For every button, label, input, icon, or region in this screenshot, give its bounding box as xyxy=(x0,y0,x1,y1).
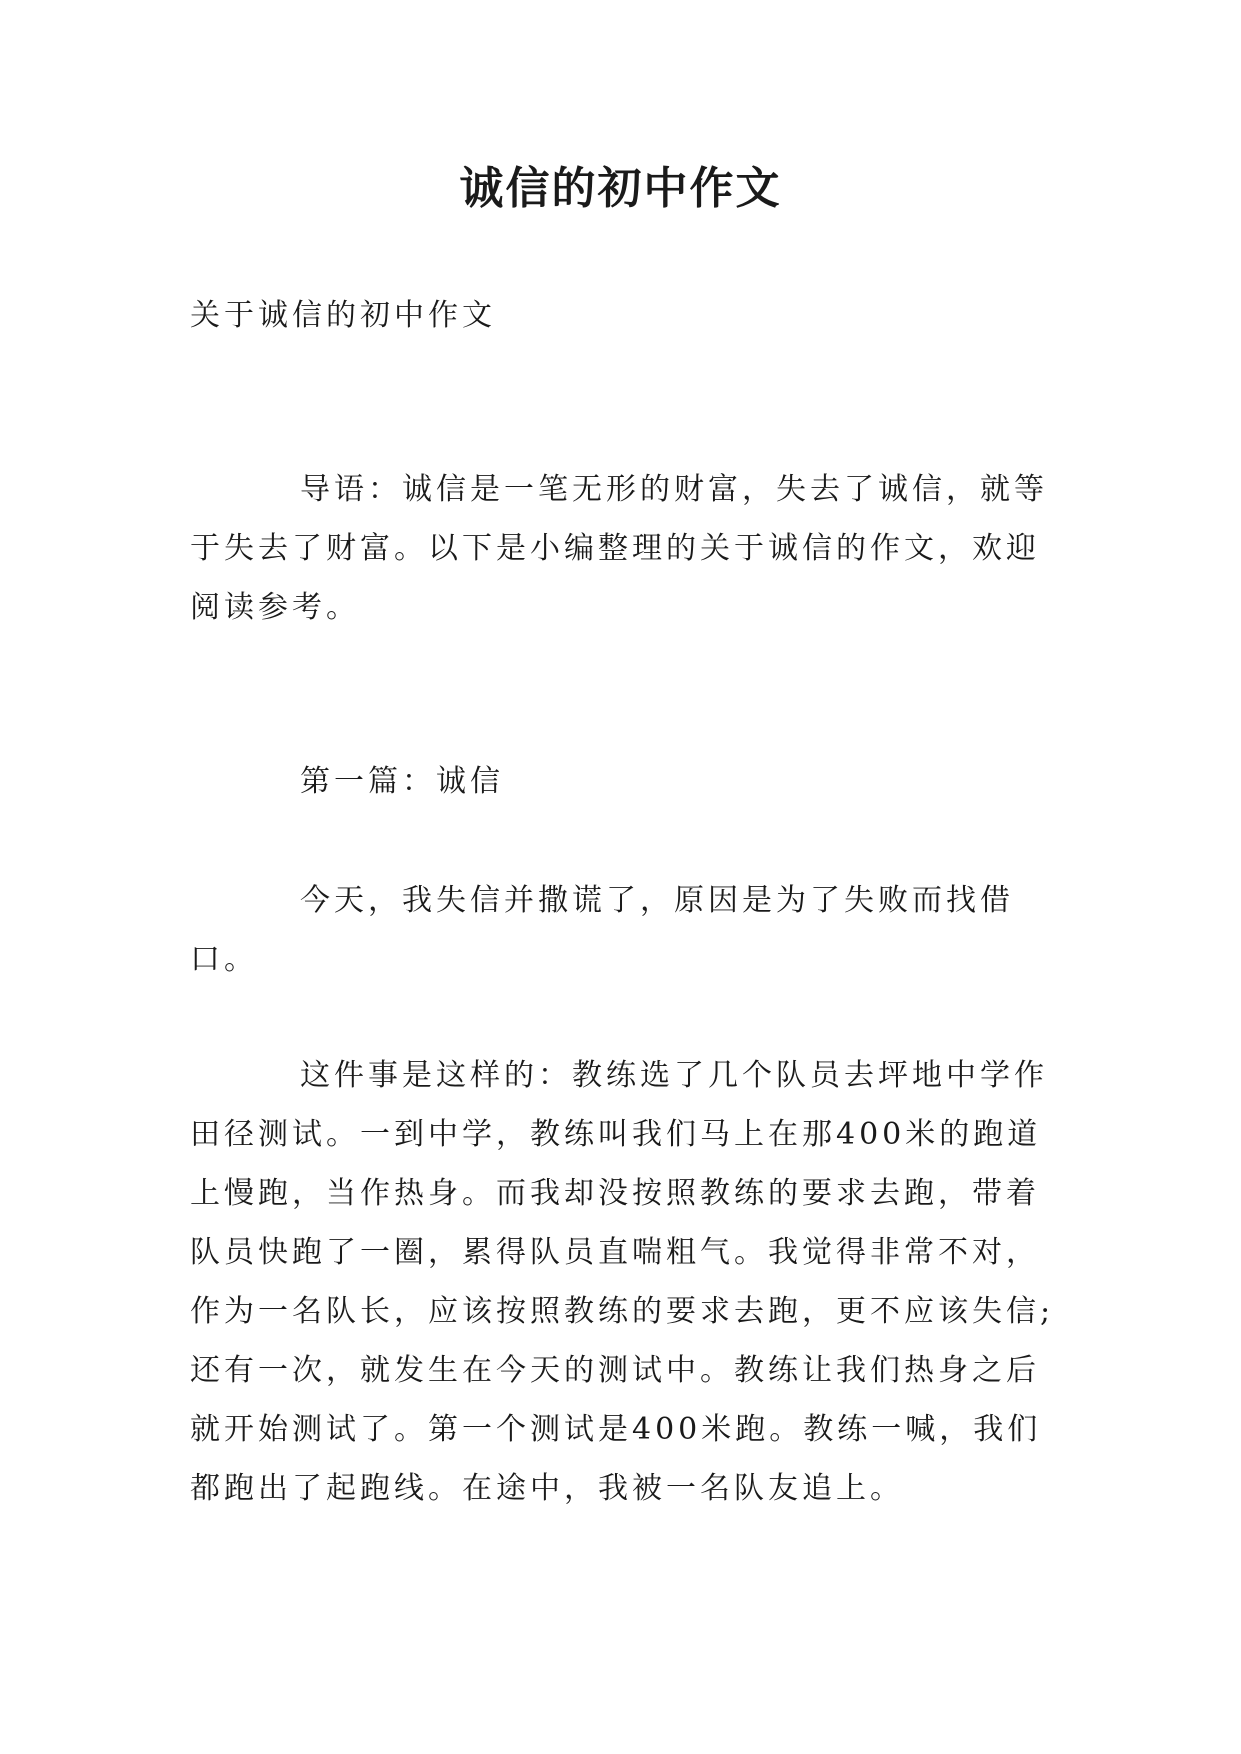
intro-paragraph: 导语：诚信是一笔无形的财富，失去了诚信，就等于失去了财富。以下是小编整理的关于诚信的作文，欢迎阅读参考。 xyxy=(190,472,1048,625)
document-subtitle: 关于诚信的初中作文 xyxy=(190,298,496,333)
body-paragraph: 这件事是这样的：教练选了几个队员去坪地中学作田径测试。一到中学，教练叫我们马上在那400米的跑道上慢跑，当作热身。而我却没按照教练的要求去跑，带着队员快跑了一圈，累得队员直喘粗气。我觉得非常不对，作为一名队长，应该按照教练的要求去跑，更不应该失信;还有一次，就发生在今天的测试中。教练让我们热身之后就开始测试了。第一个测试是400米跑。教练一喊，我们都跑出了起跑线。在途中，我被一名队友追上。 xyxy=(190,1058,1055,1506)
section-heading: 第一篇：诚信 xyxy=(300,764,504,799)
body-paragraph: 今天，我失信并撒谎了，原因是为了失败而找借口。 xyxy=(190,883,1014,977)
document-title: 诚信的初中作文 xyxy=(459,163,782,214)
